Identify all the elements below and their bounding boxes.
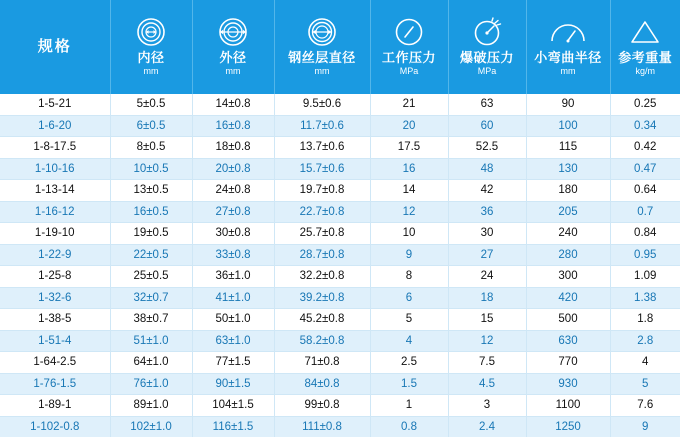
table-row <box>0 373 680 395</box>
cell-reference-weight: 0.42 <box>610 137 680 159</box>
table-row <box>0 266 680 288</box>
cell-working-pressure: 1 <box>370 395 448 417</box>
cell-reference-weight: 0.64 <box>610 180 680 202</box>
cell-reference-weight: 1.8 <box>610 309 680 331</box>
cell-inner-diameter: 16±0.5 <box>110 201 192 223</box>
table-row <box>0 201 680 223</box>
cell-outer-diameter: 33±0.8 <box>192 244 274 266</box>
cell-spec: 1-8-17.5 <box>0 137 110 159</box>
cell-working-pressure: 9 <box>370 244 448 266</box>
cell-outer-diameter: 30±0.8 <box>192 223 274 245</box>
column-header-burst-pressure-label: 爆破压力 <box>459 50 514 65</box>
column-header-working-pressure-unit: MPa <box>399 66 419 76</box>
cell-wire-layer-diameter: 15.7±0.6 <box>274 158 370 180</box>
table-row <box>0 395 680 417</box>
cell-wire-layer-diameter: 28.7±0.8 <box>274 244 370 266</box>
cell-reference-weight: 1.38 <box>610 287 680 309</box>
table-row <box>0 244 680 266</box>
cell-spec: 1-5-21 <box>0 94 110 115</box>
cell-inner-diameter: 19±0.5 <box>110 223 192 245</box>
cell-burst-pressure: 4.5 <box>448 373 526 395</box>
cell-bend-radius: 115 <box>526 137 610 159</box>
cell-burst-pressure: 24 <box>448 266 526 288</box>
cell-wire-layer-diameter: 25.7±0.8 <box>274 223 370 245</box>
cell-reference-weight: 0.7 <box>610 201 680 223</box>
cell-reference-weight: 2.8 <box>610 330 680 352</box>
cell-inner-diameter: 5±0.5 <box>110 94 192 115</box>
cell-wire-layer-diameter: 19.7±0.8 <box>274 180 370 202</box>
cell-burst-pressure: 63 <box>448 94 526 115</box>
cell-inner-diameter: 76±1.0 <box>110 373 192 395</box>
cell-burst-pressure: 42 <box>448 180 526 202</box>
cell-outer-diameter: 14±0.8 <box>192 94 274 115</box>
cell-bend-radius: 300 <box>526 266 610 288</box>
cell-working-pressure: 21 <box>370 94 448 115</box>
cell-working-pressure: 12 <box>370 201 448 223</box>
cell-burst-pressure: 15 <box>448 309 526 331</box>
cell-wire-layer-diameter: 84±0.8 <box>274 373 370 395</box>
table-row <box>0 180 680 202</box>
table-row <box>0 330 680 352</box>
cell-bend-radius: 100 <box>526 115 610 137</box>
cell-reference-weight: 0.25 <box>610 94 680 115</box>
cell-working-pressure: 17.5 <box>370 137 448 159</box>
table-row <box>0 94 680 115</box>
column-header-outer-diameter-label: 外径 <box>219 50 247 65</box>
working-pressure-gauge-icon <box>394 15 424 49</box>
cell-outer-diameter: 116±1.5 <box>192 416 274 437</box>
cell-working-pressure: 1.5 <box>370 373 448 395</box>
cell-working-pressure: 5 <box>370 309 448 331</box>
cell-burst-pressure: 52.5 <box>448 137 526 159</box>
column-header-wire-layer-diameter <box>274 0 370 94</box>
cell-reference-weight: 1.09 <box>610 266 680 288</box>
bend-radius-icon <box>549 15 587 49</box>
cell-wire-layer-diameter: 22.7±0.8 <box>274 201 370 223</box>
cell-bend-radius: 280 <box>526 244 610 266</box>
cell-inner-diameter: 22±0.5 <box>110 244 192 266</box>
cell-inner-diameter: 8±0.5 <box>110 137 192 159</box>
cell-inner-diameter: 38±0.7 <box>110 309 192 331</box>
cell-spec: 1-19-10 <box>0 223 110 245</box>
cell-wire-layer-diameter: 32.2±0.8 <box>274 266 370 288</box>
cell-spec: 1-16-12 <box>0 201 110 223</box>
table-row <box>0 352 680 374</box>
cell-outer-diameter: 41±1.0 <box>192 287 274 309</box>
column-header-working-pressure <box>370 0 448 94</box>
cell-burst-pressure: 36 <box>448 201 526 223</box>
cell-bend-radius: 1100 <box>526 395 610 417</box>
table-row <box>0 137 680 159</box>
cell-reference-weight: 5 <box>610 373 680 395</box>
cell-outer-diameter: 36±1.0 <box>192 266 274 288</box>
cell-wire-layer-diameter: 111±0.8 <box>274 416 370 437</box>
cell-inner-diameter: 10±0.5 <box>110 158 192 180</box>
table-row <box>0 416 680 437</box>
cell-outer-diameter: 27±0.8 <box>192 201 274 223</box>
column-header-inner-diameter-label: 内径 <box>137 50 165 65</box>
cell-burst-pressure: 27 <box>448 244 526 266</box>
cell-working-pressure: 20 <box>370 115 448 137</box>
cell-wire-layer-diameter: 13.7±0.6 <box>274 137 370 159</box>
burst-pressure-gauge-icon <box>472 15 502 49</box>
wire-layer-diameter-icon <box>307 15 337 49</box>
cell-spec: 1-22-9 <box>0 244 110 266</box>
cell-outer-diameter: 16±0.8 <box>192 115 274 137</box>
cell-spec: 1-76-1.5 <box>0 373 110 395</box>
cell-inner-diameter: 13±0.5 <box>110 180 192 202</box>
cell-reference-weight: 9 <box>610 416 680 437</box>
cell-wire-layer-diameter: 45.2±0.8 <box>274 309 370 331</box>
cell-spec: 1-102-0.8 <box>0 416 110 437</box>
cell-inner-diameter: 32±0.7 <box>110 287 192 309</box>
table-row <box>0 223 680 245</box>
cell-bend-radius: 630 <box>526 330 610 352</box>
cell-inner-diameter: 51±1.0 <box>110 330 192 352</box>
cell-reference-weight: 0.47 <box>610 158 680 180</box>
cell-outer-diameter: 50±1.0 <box>192 309 274 331</box>
cell-outer-diameter: 24±0.8 <box>192 180 274 202</box>
cell-burst-pressure: 30 <box>448 223 526 245</box>
cell-wire-layer-diameter: 9.5±0.6 <box>274 94 370 115</box>
column-header-reference-weight-label: 参考重量 <box>618 50 673 65</box>
column-header-wire-layer-diameter-label: 钢丝层直径 <box>288 50 356 65</box>
column-header-bend-radius-unit: mm <box>560 66 576 76</box>
table-header <box>0 0 680 94</box>
cell-inner-diameter: 25±0.5 <box>110 266 192 288</box>
cell-working-pressure: 2.5 <box>370 352 448 374</box>
cell-bend-radius: 500 <box>526 309 610 331</box>
cell-inner-diameter: 89±1.0 <box>110 395 192 417</box>
cell-outer-diameter: 90±1.5 <box>192 373 274 395</box>
cell-spec: 1-51-4 <box>0 330 110 352</box>
table-row <box>0 287 680 309</box>
cell-wire-layer-diameter: 58.2±0.8 <box>274 330 370 352</box>
cell-working-pressure: 6 <box>370 287 448 309</box>
cell-outer-diameter: 104±1.5 <box>192 395 274 417</box>
cell-inner-diameter: 64±1.0 <box>110 352 192 374</box>
cell-working-pressure: 0.8 <box>370 416 448 437</box>
cell-bend-radius: 130 <box>526 158 610 180</box>
cell-wire-layer-diameter: 71±0.8 <box>274 352 370 374</box>
cell-working-pressure: 8 <box>370 266 448 288</box>
cell-burst-pressure: 7.5 <box>448 352 526 374</box>
cell-bend-radius: 1250 <box>526 416 610 437</box>
cell-reference-weight: 4 <box>610 352 680 374</box>
cell-wire-layer-diameter: 99±0.8 <box>274 395 370 417</box>
table-row <box>0 158 680 180</box>
cell-inner-diameter: 6±0.5 <box>110 115 192 137</box>
column-header-outer-diameter <box>192 0 274 94</box>
cell-bend-radius: 240 <box>526 223 610 245</box>
cell-spec: 1-89-1 <box>0 395 110 417</box>
column-header-spec-label: 规格 <box>37 37 72 55</box>
cell-bend-radius: 90 <box>526 94 610 115</box>
cell-working-pressure: 14 <box>370 180 448 202</box>
cell-spec: 1-64-2.5 <box>0 352 110 374</box>
cell-working-pressure: 4 <box>370 330 448 352</box>
table-row <box>0 115 680 137</box>
cell-bend-radius: 930 <box>526 373 610 395</box>
cell-working-pressure: 10 <box>370 223 448 245</box>
outer-diameter-icon <box>218 15 248 49</box>
cell-inner-diameter: 102±1.0 <box>110 416 192 437</box>
cell-burst-pressure: 3 <box>448 395 526 417</box>
cell-reference-weight: 0.95 <box>610 244 680 266</box>
cell-spec: 1-13-14 <box>0 180 110 202</box>
column-header-bend-radius-label: 小弯曲半径 <box>534 50 602 65</box>
cell-spec: 1-25-8 <box>0 266 110 288</box>
cell-bend-radius: 205 <box>526 201 610 223</box>
cell-working-pressure: 16 <box>370 158 448 180</box>
cell-burst-pressure: 18 <box>448 287 526 309</box>
cell-spec: 1-38-5 <box>0 309 110 331</box>
cell-bend-radius: 420 <box>526 287 610 309</box>
cell-outer-diameter: 77±1.5 <box>192 352 274 374</box>
column-header-inner-diameter <box>110 0 192 94</box>
cell-burst-pressure: 48 <box>448 158 526 180</box>
cell-spec: 1-6-20 <box>0 115 110 137</box>
column-header-inner-diameter-unit: mm <box>143 66 159 76</box>
cell-spec: 1-32-6 <box>0 287 110 309</box>
cell-bend-radius: 770 <box>526 352 610 374</box>
column-header-burst-pressure-unit: MPa <box>477 66 497 76</box>
column-header-spec <box>0 0 110 94</box>
cell-burst-pressure: 2.4 <box>448 416 526 437</box>
cell-wire-layer-diameter: 39.2±0.8 <box>274 287 370 309</box>
column-header-outer-diameter-unit: mm <box>225 66 241 76</box>
cell-outer-diameter: 63±1.0 <box>192 330 274 352</box>
column-header-wire-layer-diameter-unit: mm <box>314 66 330 76</box>
column-header-burst-pressure <box>448 0 526 94</box>
column-header-reference-weight <box>610 0 680 94</box>
column-header-working-pressure-label: 工作压力 <box>381 50 436 65</box>
table-header-row <box>0 0 680 94</box>
cell-outer-diameter: 20±0.8 <box>192 158 274 180</box>
cell-spec: 1-10-16 <box>0 158 110 180</box>
column-header-reference-weight-unit: kg/m <box>635 66 655 76</box>
cell-bend-radius: 180 <box>526 180 610 202</box>
column-header-bend-radius <box>526 0 610 94</box>
cell-burst-pressure: 60 <box>448 115 526 137</box>
cell-burst-pressure: 12 <box>448 330 526 352</box>
table-row <box>0 309 680 331</box>
cell-reference-weight: 0.84 <box>610 223 680 245</box>
inner-diameter-icon <box>136 15 166 49</box>
weight-triangle-icon <box>629 15 661 49</box>
cell-wire-layer-diameter: 11.7±0.6 <box>274 115 370 137</box>
table-body <box>0 94 680 437</box>
cell-reference-weight: 7.6 <box>610 395 680 417</box>
cell-reference-weight: 0.34 <box>610 115 680 137</box>
cell-outer-diameter: 18±0.8 <box>192 137 274 159</box>
